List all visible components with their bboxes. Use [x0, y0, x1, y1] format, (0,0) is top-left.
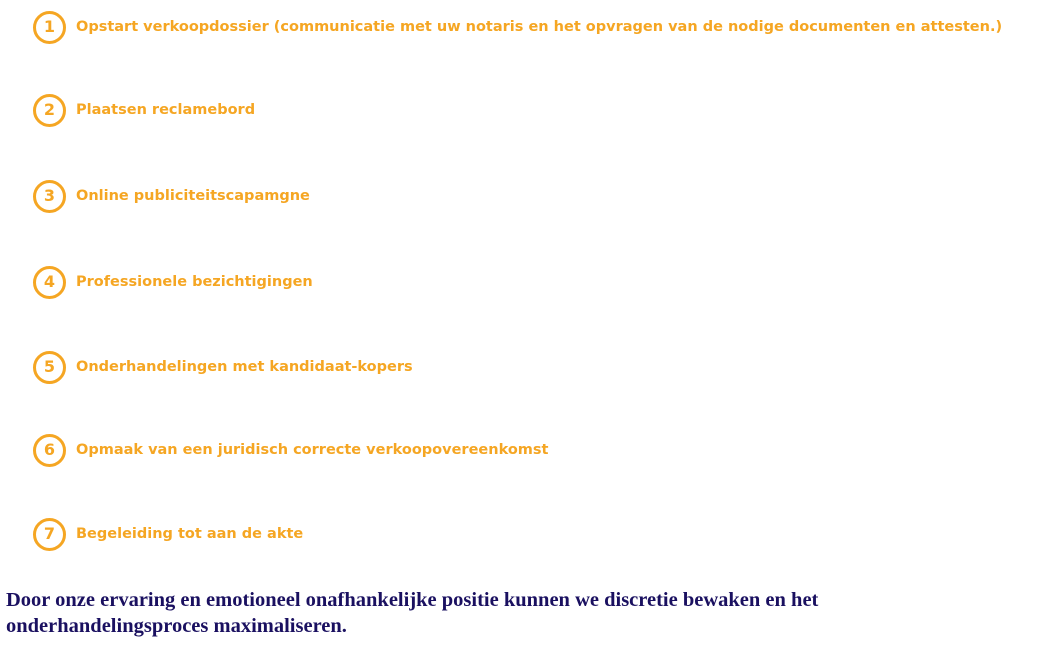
step-label: Professionele bezichtigingen — [76, 274, 313, 290]
step-number-circle: 5 — [33, 351, 66, 384]
step-3 — [33, 179, 310, 213]
step-number-circle: 1 — [33, 11, 66, 44]
step-6 — [33, 433, 548, 467]
footer-paragraph: Door onze ervaring en emotioneel onafhankelijke positie kunnen we discretie bewaken en het onderhandelingsproces maximaliseren. — [6, 589, 819, 637]
step-2 — [33, 93, 255, 127]
step-4 — [33, 265, 313, 299]
step-number-circle: 6 — [33, 434, 66, 467]
step-label: Begeleiding tot aan de akte — [76, 526, 304, 542]
step-label: Plaatsen reclamebord — [76, 102, 256, 118]
step-number-circle: 7 — [33, 518, 66, 551]
step-label: Online publiciteitscapamgne — [76, 188, 310, 204]
step-7 — [33, 517, 303, 551]
step-number-circle: 2 — [33, 94, 66, 127]
step-5 — [33, 350, 413, 384]
step-1 — [33, 10, 1002, 44]
step-number-circle: 3 — [33, 180, 66, 213]
step-label: Opstart verkoopdossier (communicatie met uw notaris en het opvragen van de nodige documenten en attesten.) — [76, 19, 1003, 35]
step-label: Onderhandelingen met kandidaat-kopers — [76, 359, 413, 375]
step-label: Opmaak van een juridisch correcte verkoopovereenkomst — [76, 442, 549, 458]
step-number-circle: 4 — [33, 266, 66, 299]
